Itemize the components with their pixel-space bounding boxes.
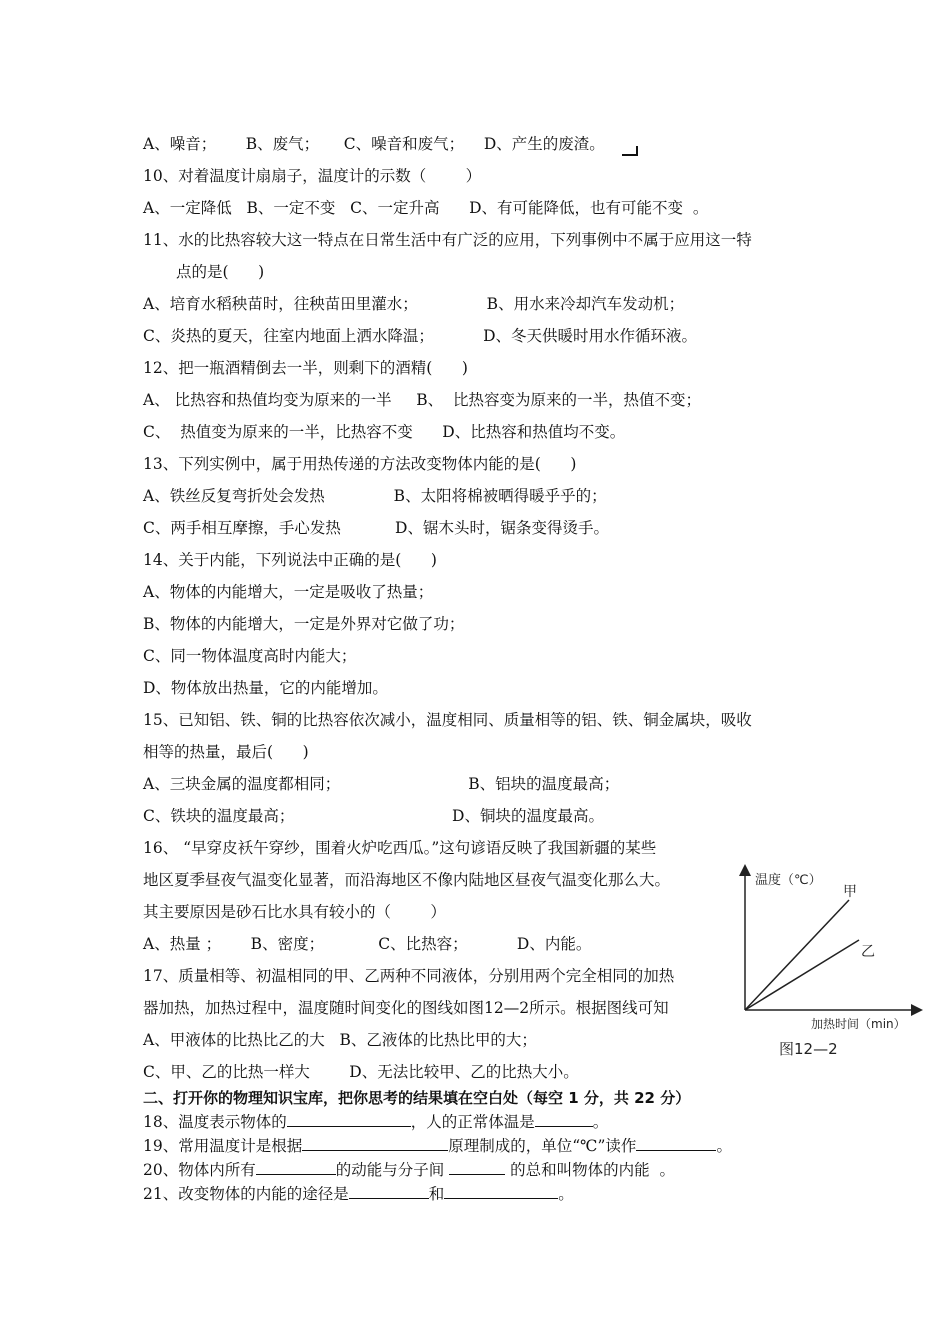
q21-text-b: 和 — [428, 1185, 445, 1203]
q11-stem: 11、水的比热容较大这一特点在日常生活中有广泛的应用，下列事例中不属于应用这一特 — [143, 231, 752, 249]
q18-blank-1[interactable] — [287, 1112, 411, 1127]
q12-options-cd: C、 热值变为原来的一半，比热容不变 D、比热容和热值均不变。 — [143, 423, 626, 441]
q13-stem: 13、下列实例中，属于用热传递的方法改变物体内能的是( ) — [143, 455, 577, 473]
q14-stem: 14、关于内能，下列说法中正确的是( ) — [143, 551, 437, 569]
q17-options-ab: A、甲液体的比热比乙的大 B、乙液体的比热比甲的大； — [143, 1031, 537, 1049]
q19-text-a: 19、常用温度计是根据 — [143, 1137, 303, 1155]
q20-text-a: 20、物体内所有 — [143, 1161, 256, 1179]
q19 — [143, 1136, 732, 1156]
q10-stem: 10、对着温度计扇扇子，温度计的示数（ ） — [143, 167, 482, 185]
q13-options-cd: C、两手相互摩擦，手心发热 D、锯木头时，锯条变得烫手。 — [143, 519, 609, 537]
q18-text-c: 。 — [592, 1113, 609, 1131]
q10-options: A、一定降低 B、一定不变 C、一定升高 D、有可能降低，也有可能不变 。 — [143, 199, 709, 217]
temperature-time-figure — [737, 864, 927, 1064]
q16-stem: 16、 “早穿皮袄午穿纱，围着火炉吃西瓜。”这句谚语反映了我国新疆的某些 — [143, 839, 657, 857]
section-2-title: 二、打开你的物理知识宝库，把你思考的结果填在空白处（每空 1 分，共 22 分） — [143, 1089, 691, 1107]
q19-text-c: 。 — [716, 1137, 732, 1155]
q18 — [143, 1112, 608, 1132]
q15-options-ab: A、三块金属的温度都相同； B、铝块的温度最高； — [143, 775, 620, 793]
q20 — [143, 1160, 675, 1180]
q19-blank-1[interactable] — [302, 1136, 448, 1151]
q14-option-c: C、同一物体温度高时内能大； — [143, 647, 357, 665]
q21-text-a: 21、改变物体的内能的途径是 — [143, 1185, 349, 1203]
q18-text-a: 18、温度表示物体的 — [143, 1113, 287, 1131]
q19-blank-2[interactable] — [636, 1136, 716, 1151]
figure-caption: 图12—2 — [779, 1040, 838, 1058]
q18-text-b: ，人的正常体温是 — [410, 1113, 535, 1131]
q21 — [143, 1184, 574, 1204]
q15-stem: 15、已知铝、铁、铜的比热容依次减小，温度相同、质量相等的铝、铁、铜金属块，吸收 — [143, 711, 752, 729]
q20-text-c: 的总和叫物体的内能 。 — [505, 1161, 675, 1179]
q21-blank-1[interactable] — [349, 1184, 429, 1199]
q9-options: A、噪音； B、废气； C、噪音和废气； D、产生的废渣。 — [143, 135, 605, 153]
y-axis-label: 温度（℃） — [755, 873, 822, 888]
q14-option-b: B、物体的内能增大，一定是外界对它做了功； — [143, 615, 465, 633]
series-label-b: 乙 — [861, 944, 875, 960]
q11-stem-cont: 点的是( ) — [176, 263, 265, 281]
text-cursor-icon — [622, 146, 638, 156]
q14-option-d: D、物体放出热量，它的内能增加。 — [143, 679, 388, 697]
q12-options-ab: A、 比热容和热值均变为原来的一半 B、 比热容变为原来的一半，热值不变； — [143, 391, 702, 409]
series-label-a: 甲 — [843, 884, 857, 900]
q16-options: A、热量 ； B、密度； C、比热容； D、内能。 — [143, 935, 592, 953]
q17-stem-cont: 器加热，加热过程中，温度随时间变化的图线如图12—2所示。根据图线可知 — [143, 999, 669, 1017]
x-axis-label: 加热时间（min） — [811, 1017, 906, 1031]
q21-text-c: 。 — [558, 1185, 574, 1203]
q21-blank-2[interactable] — [444, 1184, 558, 1199]
q13-options-ab: A、铁丝反复弯折处会发热 B、太阳将棉被晒得暖乎乎的； — [143, 487, 607, 505]
q15-stem-cont: 相等的热量，最后( ) — [143, 743, 309, 761]
q11-options-ab: A、培育水稻秧苗时，往秧苗田里灌水； B、用水来冷却汽车发动机； — [143, 295, 685, 313]
q11-options-cd: C、炎热的夏天，往室内地面上洒水降温； D、冬天供暖时用水作循环液。 — [143, 327, 698, 345]
q12-stem: 12、把一瓶酒精倒去一半，则剩下的酒精( ) — [143, 359, 468, 377]
q20-blank-1[interactable] — [256, 1160, 336, 1175]
q20-text-b: 的动能与分子间 — [335, 1161, 450, 1179]
q17-stem: 17、质量相等、初温相同的甲、乙两种不同液体，分别用两个完全相同的加热 — [143, 967, 675, 985]
q19-text-b: 原理制成的，单位“℃”读作 — [448, 1137, 637, 1155]
q15-options-cd: C、铁块的温度最高； D、铜块的温度最高。 — [143, 807, 604, 825]
q20-blank-2[interactable] — [449, 1160, 505, 1175]
q16-stem-cont: 地区夏季昼夜气温变化显著，而沿海地区不像内陆地区昼夜气温变化那么大。 — [143, 871, 671, 889]
q18-blank-2[interactable] — [535, 1112, 593, 1127]
q17-options-cd: C、甲、乙的比热一样大 D、无法比较甲、乙的比热大小。 — [143, 1063, 579, 1081]
q14-option-a: A、物体的内能增大，一定是吸收了热量； — [143, 583, 434, 601]
q16-stem-cont2: 其主要原因是砂石比水具有较小的（ ） — [143, 903, 446, 921]
